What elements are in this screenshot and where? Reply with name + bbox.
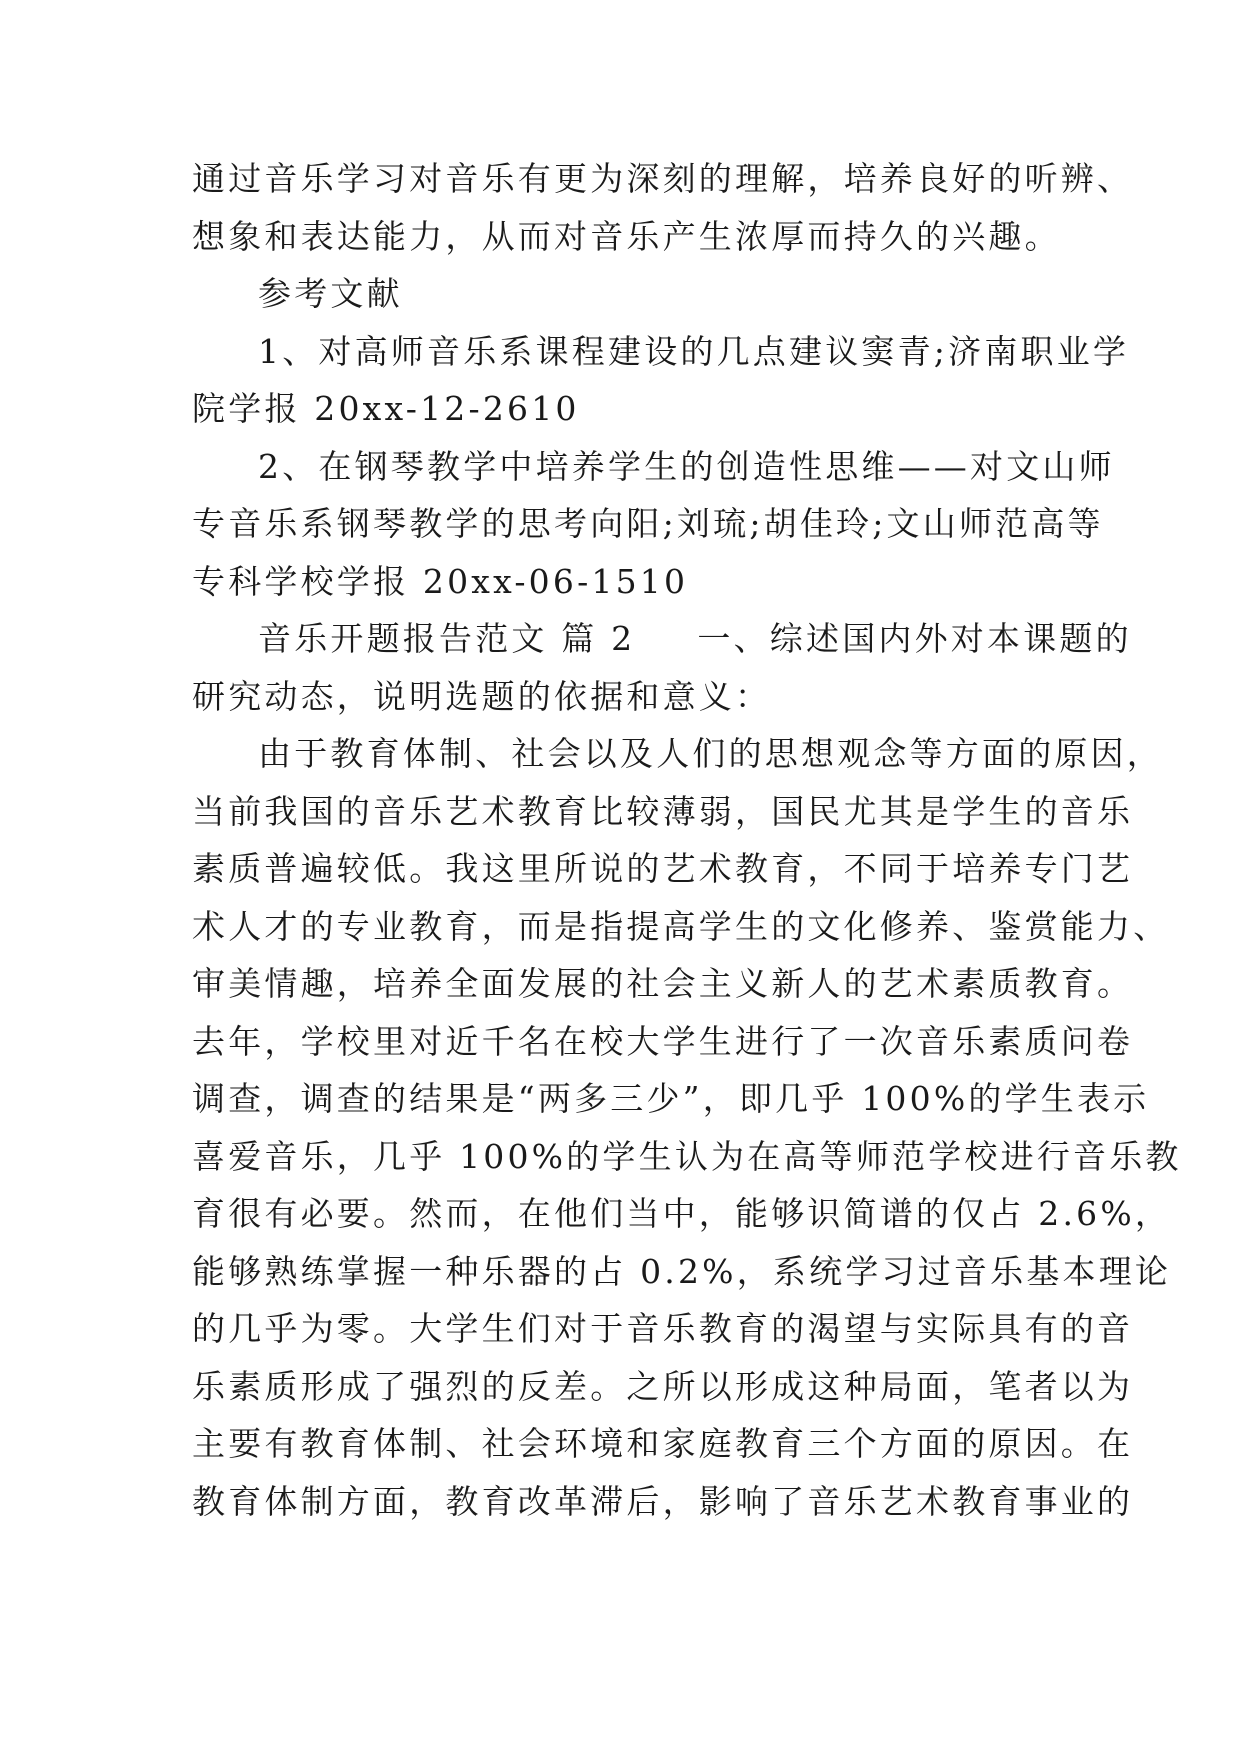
body-line: 想象和表达能力，从而对音乐产生浓厚而持久的兴趣。 [192, 216, 1061, 256]
body-line: 通过音乐学习对音乐有更为深刻的理解，培养良好的听辨、 [192, 159, 1134, 198]
body-line: 研究动态，说明选题的依据和意义： [192, 676, 772, 716]
reference-item-cont: 院学报 20xx-12-2610 [192, 389, 580, 428]
document-page [192, 150, 1182, 1530]
body-line: 主要有教育体制、社会环境和家庭教育三个方面的原因。在 [192, 1424, 1134, 1463]
section-heading-line [192, 610, 1132, 668]
reference-item: 2、在钢琴教学中培养学生的创造性思维——对文山师 [258, 446, 1115, 486]
reference-item: 1、对高师音乐系课程建设的几点建议窦青;济南职业学 [258, 331, 1130, 371]
body-line: 去年，学校里对近千名在校大学生进行了一次音乐素质问卷 [192, 1021, 1134, 1061]
body-line: 教育体制方面，教育改革滞后，影响了音乐艺术教育事业的 [192, 1481, 1134, 1521]
body-line: 审美情趣，培养全面发展的社会主义新人的艺术素质教育。 [192, 964, 1134, 1003]
article-title: 音乐开题报告范文 篇 2 [258, 619, 636, 658]
body-line: 当前我国的音乐艺术教育比较薄弱，国民尤其是学生的音乐 [192, 791, 1134, 831]
body-line: 调查，调查的结果是“两多三少”，即几乎 100%的学生表示 [192, 1079, 1150, 1118]
paragraph-start: 由于教育体制、社会以及人们的思想观念等方面的原因， [258, 734, 1163, 773]
body-line: 能够熟练掌握一种乐器的占 0.2%，系统学习过音乐基本理论 [192, 1251, 1172, 1291]
references-heading: 参考文献 [258, 274, 403, 313]
reference-item-cont: 专科学校学报 20xx-06-1510 [192, 561, 689, 601]
body-line: 喜爱音乐，几乎 100%的学生认为在高等师范学校进行音乐教 [192, 1136, 1182, 1176]
body-line: 素质普遍较低。我这里所说的艺术教育，不同于培养专门艺 [192, 849, 1134, 888]
section-heading: 一、综述国内外对本课题的 [697, 619, 1132, 658]
body-line: 育很有必要。然而，在他们当中，能够识简谱的仅占 2.6%， [192, 1194, 1172, 1233]
body-line: 乐素质形成了强烈的反差。之所以形成这种局面，笔者以为 [192, 1366, 1134, 1406]
reference-item-cont: 专音乐系钢琴教学的思考向阳;刘琉;胡佳玲;文山师范高等 [192, 504, 1104, 543]
body-line: 术人才的专业教育，而是指提高学生的文化修养、鉴赏能力、 [192, 906, 1170, 946]
body-line: 的几乎为零。大学生们对于音乐教育的渴望与实际具有的音 [192, 1309, 1134, 1348]
